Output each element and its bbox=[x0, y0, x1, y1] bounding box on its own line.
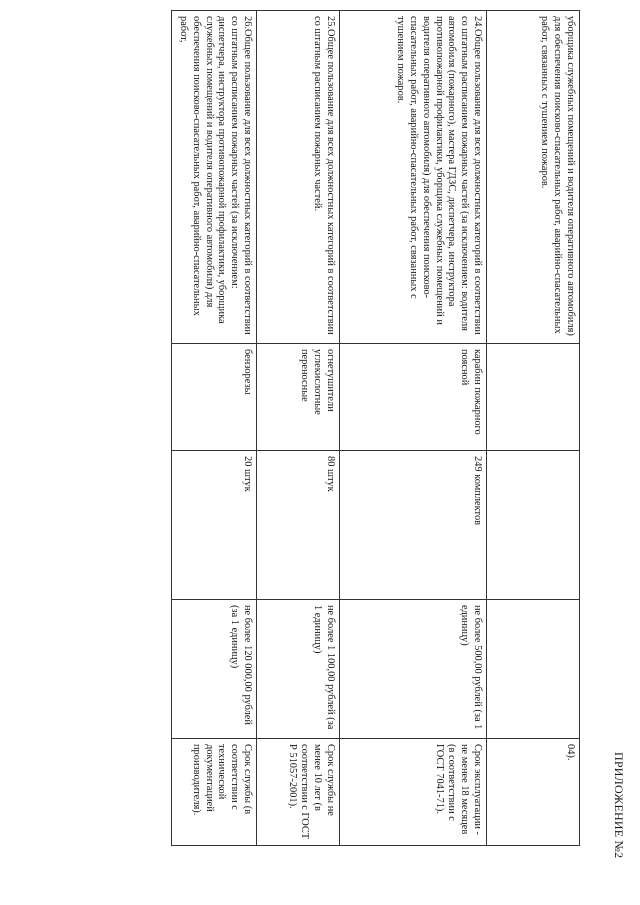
row-service-life: 04). bbox=[487, 739, 580, 846]
equipment-table bbox=[171, 10, 580, 846]
row-service-life: Срок службы (в соответствии с технической документацией производителя). bbox=[172, 739, 257, 846]
row-description: 26.Общее пользование для всех должностных категорий в соответствии со штатным расписанием пожарных частей (за исключением: диспетчера, инструктора противопожарной профилактики, уборщика служебных помещений и водителя оперативного автомобиля) для обеспечения поисково-спасательных работ, аварийно-спасательных работ, bbox=[172, 11, 257, 344]
table-row bbox=[257, 11, 340, 846]
table-row bbox=[340, 11, 487, 846]
row-item: бензорезы bbox=[172, 344, 257, 451]
row-description: уборщика служебных помещений и водителя оперативного автомобиля) для обеспечения поисково-спасательных работ, аварийно-спасательных работ, связанных с тушением пожаров. bbox=[487, 11, 580, 344]
row-quantity: 249 комплектов bbox=[340, 451, 487, 600]
row-price: не более 500,00 рублей (за 1 единицу) bbox=[340, 600, 487, 739]
row-price bbox=[487, 600, 580, 739]
appendix-label: ПРИЛОЖЕНИЕ №2 bbox=[612, 752, 626, 859]
row-item: огнетушители углекислотные переносные bbox=[257, 344, 340, 451]
row-quantity: 80 штук bbox=[257, 451, 340, 600]
row-price: не более 120 000,00 рублей (за 1 единицу) bbox=[172, 600, 257, 739]
row-price: не более 1 100,00 рублей (за 1 единицу) bbox=[257, 600, 340, 739]
row-service-life: Срок службы не менее 10 лет (в соответствии с ГОСТ Р 51057-2001). bbox=[257, 739, 340, 846]
row-item: карабин пожарного поясной bbox=[340, 344, 487, 451]
row-service-life: Срок эксплуатации - не менее 18 месяцев (в соответствии с ГОСТ 7041-71). bbox=[340, 739, 487, 846]
row-quantity: 20 штук bbox=[172, 451, 257, 600]
row-description: 25.Общее пользование для всех должностных категорий в соответствии со штатным расписанием пожарных частей. bbox=[257, 11, 340, 344]
row-quantity bbox=[487, 451, 580, 600]
row-description: 24.Общее пользование для всех должностных категорий в соответствии со штатным расписанием пожарных частей (за исключением: водителя автомобиля (пожарного), мастера ГДЗС, диспетчера, инструктора противопожарной профилактики, уборщика служебных помещений и водителя оперативного автомобиля) для обеспечения поисково-спасательных работ, аварийно-спасательных работ, связанных с тушением пожаров. bbox=[340, 11, 487, 344]
table-row bbox=[487, 11, 580, 846]
table-row bbox=[172, 11, 257, 846]
row-item bbox=[487, 344, 580, 451]
